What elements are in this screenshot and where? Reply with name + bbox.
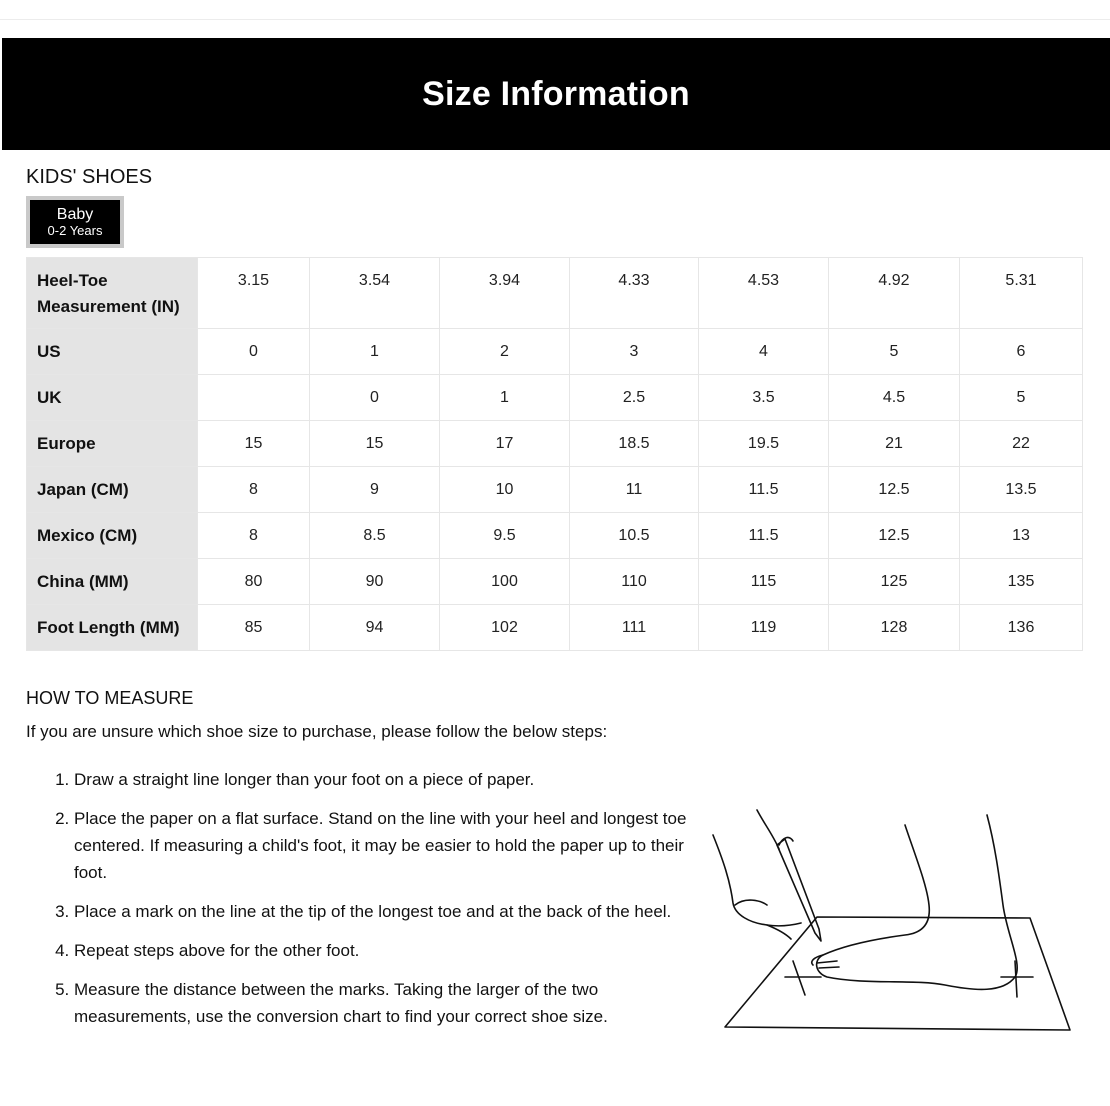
table-cell: 100 (440, 559, 570, 605)
tab-baby-label: Baby (56, 206, 94, 223)
measure-step: 3. Place a mark on the line at the tip of the longest toe and at the back of the heel. (74, 898, 714, 925)
table-cell: 2 (440, 329, 570, 375)
how-to-measure-heading: HOW TO MEASURE (26, 688, 194, 708)
table-cell: 8 (198, 467, 310, 513)
table-row (27, 375, 1083, 421)
row-header: Europe (27, 421, 198, 467)
kids-shoes-heading: KIDS' SHOES (26, 166, 153, 188)
table-cell: 136 (960, 605, 1083, 651)
tab-baby[interactable] (30, 200, 120, 244)
table-cell: 4.92 (829, 258, 960, 329)
toe-mark-icon (793, 961, 805, 995)
table-cell: 128 (829, 605, 960, 651)
measure-step: 2. Place the paper on a flat surface. Stand on the line with your heel and longest toe centered. If measuring a child's foot, it may be easier to hold the paper up to their foot. (74, 805, 714, 886)
tab-baby-age-range: 0-2 Years (47, 223, 103, 238)
table-cell: 3.5 (699, 375, 829, 421)
table-cell: 125 (829, 559, 960, 605)
table-cell: 115 (699, 559, 829, 605)
row-header: Heel-Toe Measurement (IN) (27, 258, 198, 329)
table-cell: 110 (570, 559, 699, 605)
table-cell: 22 (960, 421, 1083, 467)
table-cell: 12.5 (829, 467, 960, 513)
table-cell: 17 (440, 421, 570, 467)
measure-step: 5. Measure the distance between the marks. Taking the larger of the two measurements, use the conversion chart to find your correct shoe size. (74, 976, 714, 1030)
table-cell (198, 375, 310, 421)
table-cell: 11 (570, 467, 699, 513)
table-cell: 85 (198, 605, 310, 651)
table-cell: 19.5 (699, 421, 829, 467)
table-cell: 9 (310, 467, 440, 513)
table-row (27, 467, 1083, 513)
table-cell: 3.94 (440, 258, 570, 329)
row-header: Japan (CM) (27, 467, 198, 513)
table-cell: 10 (440, 467, 570, 513)
table-cell: 5.31 (960, 258, 1083, 329)
top-divider (0, 19, 1110, 20)
table-cell: 10.5 (570, 513, 699, 559)
table-cell: 6 (960, 329, 1083, 375)
row-header: US (27, 329, 198, 375)
table-cell: 5 (960, 375, 1083, 421)
table-cell: 15 (198, 421, 310, 467)
table-cell: 3 (570, 329, 699, 375)
table-cell: 1 (310, 329, 440, 375)
table-cell: 4.33 (570, 258, 699, 329)
table-cell: 0 (310, 375, 440, 421)
row-header: Mexico (CM) (27, 513, 198, 559)
table-cell: 8 (198, 513, 310, 559)
measure-step: 1. Draw a straight line longer than your foot on a piece of paper. (74, 766, 714, 793)
row-header: China (MM) (27, 559, 198, 605)
table-cell: 13.5 (960, 467, 1083, 513)
table-cell: 102 (440, 605, 570, 651)
table-cell: 15 (310, 421, 440, 467)
table-cell: 5 (829, 329, 960, 375)
measure-step: 4. Repeat steps above for the other foot. (74, 937, 714, 964)
table-cell: 11.5 (699, 513, 829, 559)
table-cell: 4.5 (829, 375, 960, 421)
table-cell: 2.5 (570, 375, 699, 421)
table-cell: 9.5 (440, 513, 570, 559)
tab-baby-wrapper (26, 196, 124, 248)
table-cell: 119 (699, 605, 829, 651)
table-cell: 111 (570, 605, 699, 651)
table-cell: 13 (960, 513, 1083, 559)
foot-outline (817, 815, 1018, 989)
paper-sheet-icon (725, 917, 1070, 1030)
foot-measuring-illustration (705, 805, 1080, 1040)
table-cell: 0 (198, 329, 310, 375)
table-cell: 1 (440, 375, 570, 421)
table-row (27, 513, 1083, 559)
size-info-banner (2, 38, 1110, 150)
table-cell: 80 (198, 559, 310, 605)
table-cell: 135 (960, 559, 1083, 605)
table-cell: 4 (699, 329, 829, 375)
how-to-measure-intro: If you are unsure which shoe size to purchase, please follow the below steps: (26, 722, 608, 741)
row-header: UK (27, 375, 198, 421)
table-row (27, 258, 1083, 329)
size-conversion-table (26, 257, 1083, 651)
table-cell: 3.54 (310, 258, 440, 329)
measure-steps-list (26, 766, 714, 1042)
table-cell: 90 (310, 559, 440, 605)
table-row (27, 559, 1083, 605)
table-cell: 12.5 (829, 513, 960, 559)
table-cell: 18.5 (570, 421, 699, 467)
page-title: Size Information (422, 74, 690, 113)
table-cell: 11.5 (699, 467, 829, 513)
table-row (27, 605, 1083, 651)
table-cell: 8.5 (310, 513, 440, 559)
row-header: Foot Length (MM) (27, 605, 198, 651)
table-row (27, 421, 1083, 467)
table-cell: 4.53 (699, 258, 829, 329)
table-cell: 21 (829, 421, 960, 467)
table-row (27, 329, 1083, 375)
table-cell: 3.15 (198, 258, 310, 329)
table-cell: 94 (310, 605, 440, 651)
